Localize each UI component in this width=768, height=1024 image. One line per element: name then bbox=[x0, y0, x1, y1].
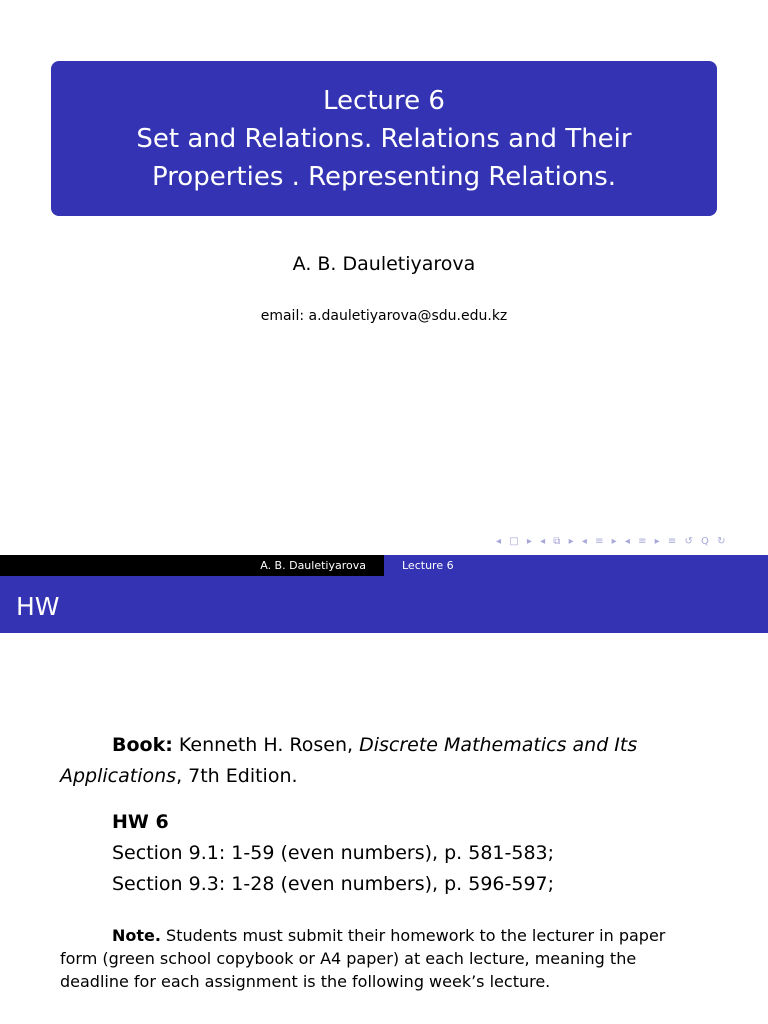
nav-document-icon[interactable]: ≡ bbox=[667, 536, 678, 547]
book-edition: , 7th Edition. bbox=[176, 765, 298, 787]
nav-prev-section-icon[interactable]: ◂ bbox=[624, 536, 631, 547]
nav-prev-subsection-icon[interactable]: ◂ bbox=[581, 536, 588, 547]
nav-slide-icon[interactable]: □ bbox=[509, 536, 520, 547]
nav-next-frame-icon[interactable]: ▸ bbox=[568, 536, 575, 547]
hw-section-1: Section 9.1: 1-59 (even numbers), p. 581-583; bbox=[112, 842, 555, 864]
nav-search-icon[interactable]: Q bbox=[701, 536, 710, 547]
nav-next-slide-icon[interactable]: ▸ bbox=[526, 536, 533, 547]
nav-subsection-icon[interactable]: ≡ bbox=[595, 536, 605, 547]
book-title: Discrete Mathematics and Its Applications bbox=[60, 734, 638, 787]
hw-title: HW 6 bbox=[112, 811, 169, 833]
nav-prev-slide-icon[interactable]: ◂ bbox=[496, 536, 503, 547]
nav-section-icon[interactable]: ≡ bbox=[638, 536, 648, 547]
title-block bbox=[51, 61, 717, 216]
hw-content bbox=[60, 730, 700, 993]
footer-author: A. B. Dauletiyarova bbox=[260, 559, 366, 572]
footer-lecture: Lecture 6 bbox=[384, 555, 768, 576]
title-line-2: Set and Relations. Relations and Their bbox=[136, 123, 632, 154]
footer-bar bbox=[0, 555, 768, 576]
title-line-3: Properties . Representing Relations. bbox=[151, 161, 617, 192]
nav-next-subsection-icon[interactable]: ▸ bbox=[611, 536, 618, 547]
hw-block bbox=[60, 807, 700, 900]
book-reference bbox=[60, 730, 700, 792]
author-name: A. B. Dauletiyarova bbox=[292, 253, 476, 275]
title-line-1: Lecture 6 bbox=[323, 85, 445, 116]
book-label: Book: bbox=[112, 734, 173, 756]
nav-forward-icon[interactable]: ↻ bbox=[717, 536, 727, 547]
author-email: email: a.dauletiyarova@sdu.edu.kz bbox=[260, 308, 508, 324]
note-text: Students must submit their homework to the lecturer in paper form (green school copybook or A4 paper) at each lecture, meaning the deadline for each assignment is the following week’s lecture. bbox=[60, 926, 666, 991]
frame-title: HW bbox=[0, 576, 768, 633]
nav-next-section-icon[interactable]: ▸ bbox=[654, 536, 661, 547]
book-author: Kenneth H. Rosen, bbox=[172, 734, 360, 756]
note-label: Note. bbox=[112, 926, 161, 945]
hw-section-2: Section 9.3: 1-28 (even numbers), p. 596-597; bbox=[112, 873, 555, 895]
note-paragraph bbox=[60, 924, 700, 993]
nav-frame-icon[interactable]: ⧉ bbox=[553, 536, 562, 547]
beamer-navigation bbox=[496, 536, 729, 547]
nav-back-icon[interactable]: ↺ bbox=[684, 536, 694, 547]
nav-prev-frame-icon[interactable]: ◂ bbox=[540, 536, 547, 547]
